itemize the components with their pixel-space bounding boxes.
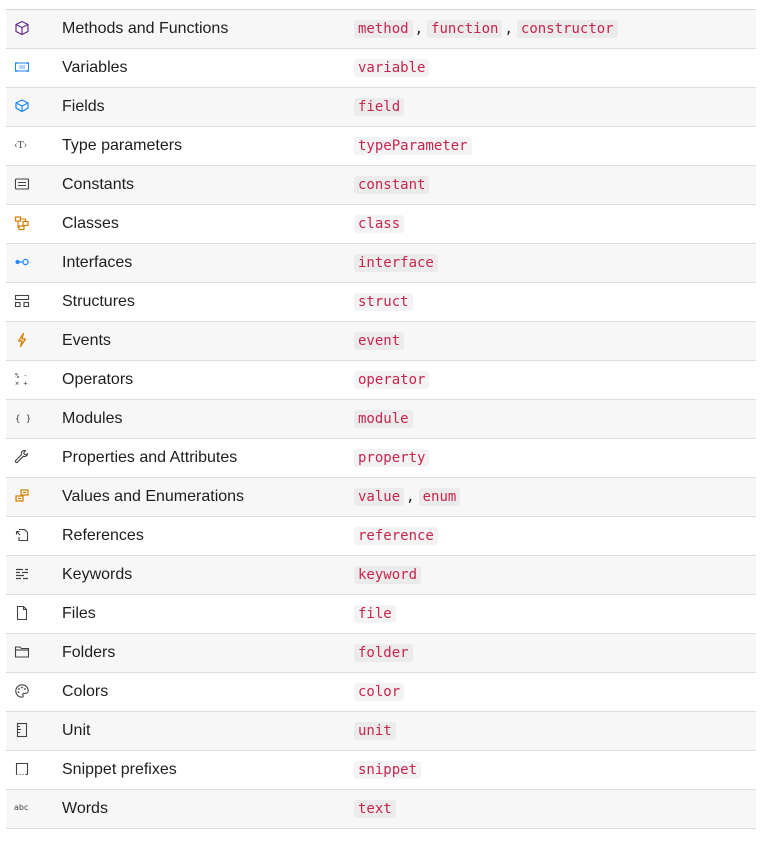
code-keyword: constant <box>354 176 429 194</box>
icon-cell <box>6 673 62 711</box>
table-row <box>6 88 756 127</box>
symbol-kind-label: Methods and Functions <box>62 20 229 37</box>
symbol-kind-label: Constants <box>62 176 135 193</box>
svg-text:abc: abc <box>14 803 29 812</box>
event-icon <box>14 332 30 348</box>
table-row <box>6 10 756 49</box>
snippet-icon <box>14 761 30 777</box>
symbol-kind-codes <box>354 517 438 555</box>
symbol-kind-codes <box>354 322 404 360</box>
symbol-kind-label: Interfaces <box>62 254 133 271</box>
code-separator: , <box>406 489 415 505</box>
icon-cell <box>6 88 62 126</box>
table-row <box>6 127 756 166</box>
table-row <box>6 556 756 595</box>
symbol-kind-codes <box>354 634 413 672</box>
method-icon <box>14 20 30 36</box>
symbol-kind-codes <box>354 790 396 828</box>
symbol-kind-label: Structures <box>62 293 135 310</box>
structure-icon <box>14 293 30 309</box>
code-keyword: color <box>354 683 404 701</box>
symbol-kind-codes <box>354 244 438 282</box>
table-row <box>6 49 756 88</box>
icon-cell <box>6 556 62 594</box>
code-keyword: folder <box>354 644 413 662</box>
code-keyword: variable <box>354 59 429 77</box>
table-row <box>6 478 756 517</box>
symbol-kinds-table <box>6 9 756 829</box>
table-row <box>6 673 756 712</box>
folder-icon <box>14 644 30 660</box>
table-row <box>6 712 756 751</box>
symbol-kind-codes <box>354 673 404 711</box>
symbol-kind-label: Snippet prefixes <box>62 761 177 778</box>
icon-cell <box>6 361 62 399</box>
icon-cell <box>6 205 62 243</box>
symbol-kind-codes <box>354 556 421 594</box>
code-keyword: file <box>354 605 396 623</box>
file-icon <box>14 605 30 621</box>
icon-cell <box>6 400 62 438</box>
code-keyword: property <box>354 449 429 467</box>
icon-cell <box>6 49 62 87</box>
svg-text:% -: % - <box>15 372 28 380</box>
class-icon <box>14 215 30 231</box>
code-keyword: snippet <box>354 761 421 779</box>
symbol-kind-codes <box>354 712 396 750</box>
symbol-kind-label: Words <box>62 800 108 817</box>
symbol-kind-label: Folders <box>62 644 116 661</box>
code-keyword: reference <box>354 527 438 545</box>
table-row <box>6 595 756 634</box>
color-icon <box>14 683 30 699</box>
code-keyword: interface <box>354 254 438 272</box>
symbol-kind-label: Keywords <box>62 566 133 583</box>
table-row <box>6 517 756 556</box>
icon-cell <box>6 127 62 165</box>
code-keyword: unit <box>354 722 396 740</box>
code-keyword: class <box>354 215 404 233</box>
table-row <box>6 166 756 205</box>
code-separator: , <box>504 21 513 37</box>
keyword-icon <box>14 566 30 582</box>
constant-icon <box>14 176 30 192</box>
table-row <box>6 283 756 322</box>
icon-cell <box>6 439 62 477</box>
symbol-kind-label: Properties and Attributes <box>62 449 238 466</box>
code-keyword: field <box>354 98 404 116</box>
code-keyword: method <box>354 20 413 38</box>
symbol-kind-label: References <box>62 527 144 544</box>
symbol-kind-codes <box>354 595 396 633</box>
svg-text:{ }: { } <box>15 414 30 425</box>
symbol-kind-codes <box>354 400 413 438</box>
interface-icon <box>14 254 30 270</box>
symbol-kind-codes <box>354 10 618 48</box>
symbol-kind-label: Unit <box>62 722 91 739</box>
table-row <box>6 751 756 790</box>
icon-cell <box>6 244 62 282</box>
symbol-kind-codes <box>354 205 404 243</box>
symbol-kind-label: Values and Enumerations <box>62 488 245 505</box>
svg-text:× +: × + <box>15 379 28 387</box>
symbol-kind-label: Type parameters <box>62 137 183 154</box>
symbol-kind-label: Modules <box>62 410 123 427</box>
symbol-kind-label: Files <box>62 605 96 622</box>
text-icon <box>14 800 30 816</box>
table-row <box>6 400 756 439</box>
code-keyword: operator <box>354 371 429 389</box>
symbol-kind-codes <box>354 361 429 399</box>
icon-cell <box>6 790 62 828</box>
icon-cell <box>6 478 62 516</box>
symbol-kind-label: Classes <box>62 215 119 232</box>
symbol-kind-codes <box>354 478 460 516</box>
field-icon <box>14 98 30 114</box>
icon-cell <box>6 634 62 672</box>
table-row <box>6 244 756 283</box>
table-row <box>6 634 756 673</box>
symbol-kind-label: Events <box>62 332 111 349</box>
operator-icon <box>14 371 30 387</box>
code-keyword: struct <box>354 293 413 311</box>
code-keyword: function <box>427 20 502 38</box>
symbol-kind-codes <box>354 49 429 87</box>
table-row <box>6 361 756 400</box>
table-row <box>6 439 756 478</box>
symbol-kind-codes <box>354 88 404 126</box>
variable-icon <box>14 59 30 75</box>
reference-icon <box>14 527 30 543</box>
code-keyword: value <box>354 488 404 506</box>
code-keyword: text <box>354 800 396 818</box>
icon-cell <box>6 517 62 555</box>
code-keyword: module <box>354 410 413 428</box>
code-keyword: event <box>354 332 404 350</box>
type-parameter-icon <box>14 137 30 153</box>
symbol-kind-label: Operators <box>62 371 134 388</box>
code-keyword: enum <box>419 488 461 506</box>
icon-cell <box>6 751 62 789</box>
symbol-kind-codes <box>354 751 421 789</box>
table-row <box>6 205 756 244</box>
symbol-kind-label: Variables <box>62 59 128 76</box>
symbol-kind-label: Colors <box>62 683 109 700</box>
symbol-kind-codes <box>354 127 472 165</box>
enum-icon <box>14 488 30 504</box>
code-keyword: constructor <box>517 20 618 38</box>
unit-icon <box>14 722 30 738</box>
code-keyword: typeParameter <box>354 137 472 155</box>
property-icon <box>14 449 30 465</box>
symbol-kind-codes <box>354 439 429 477</box>
module-icon <box>14 410 30 426</box>
symbol-kind-label: Fields <box>62 98 105 115</box>
table-row <box>6 322 756 361</box>
svg-text:‹T›: ‹T› <box>14 141 28 151</box>
code-keyword: keyword <box>354 566 421 584</box>
icon-cell <box>6 10 62 48</box>
icon-cell <box>6 712 62 750</box>
code-separator: , <box>414 21 424 37</box>
symbol-kind-codes <box>354 283 413 321</box>
table-row <box>6 790 756 829</box>
icon-cell <box>6 595 62 633</box>
symbol-kind-codes <box>354 166 429 204</box>
icon-cell <box>6 283 62 321</box>
icon-cell <box>6 166 62 204</box>
icon-cell <box>6 322 62 360</box>
